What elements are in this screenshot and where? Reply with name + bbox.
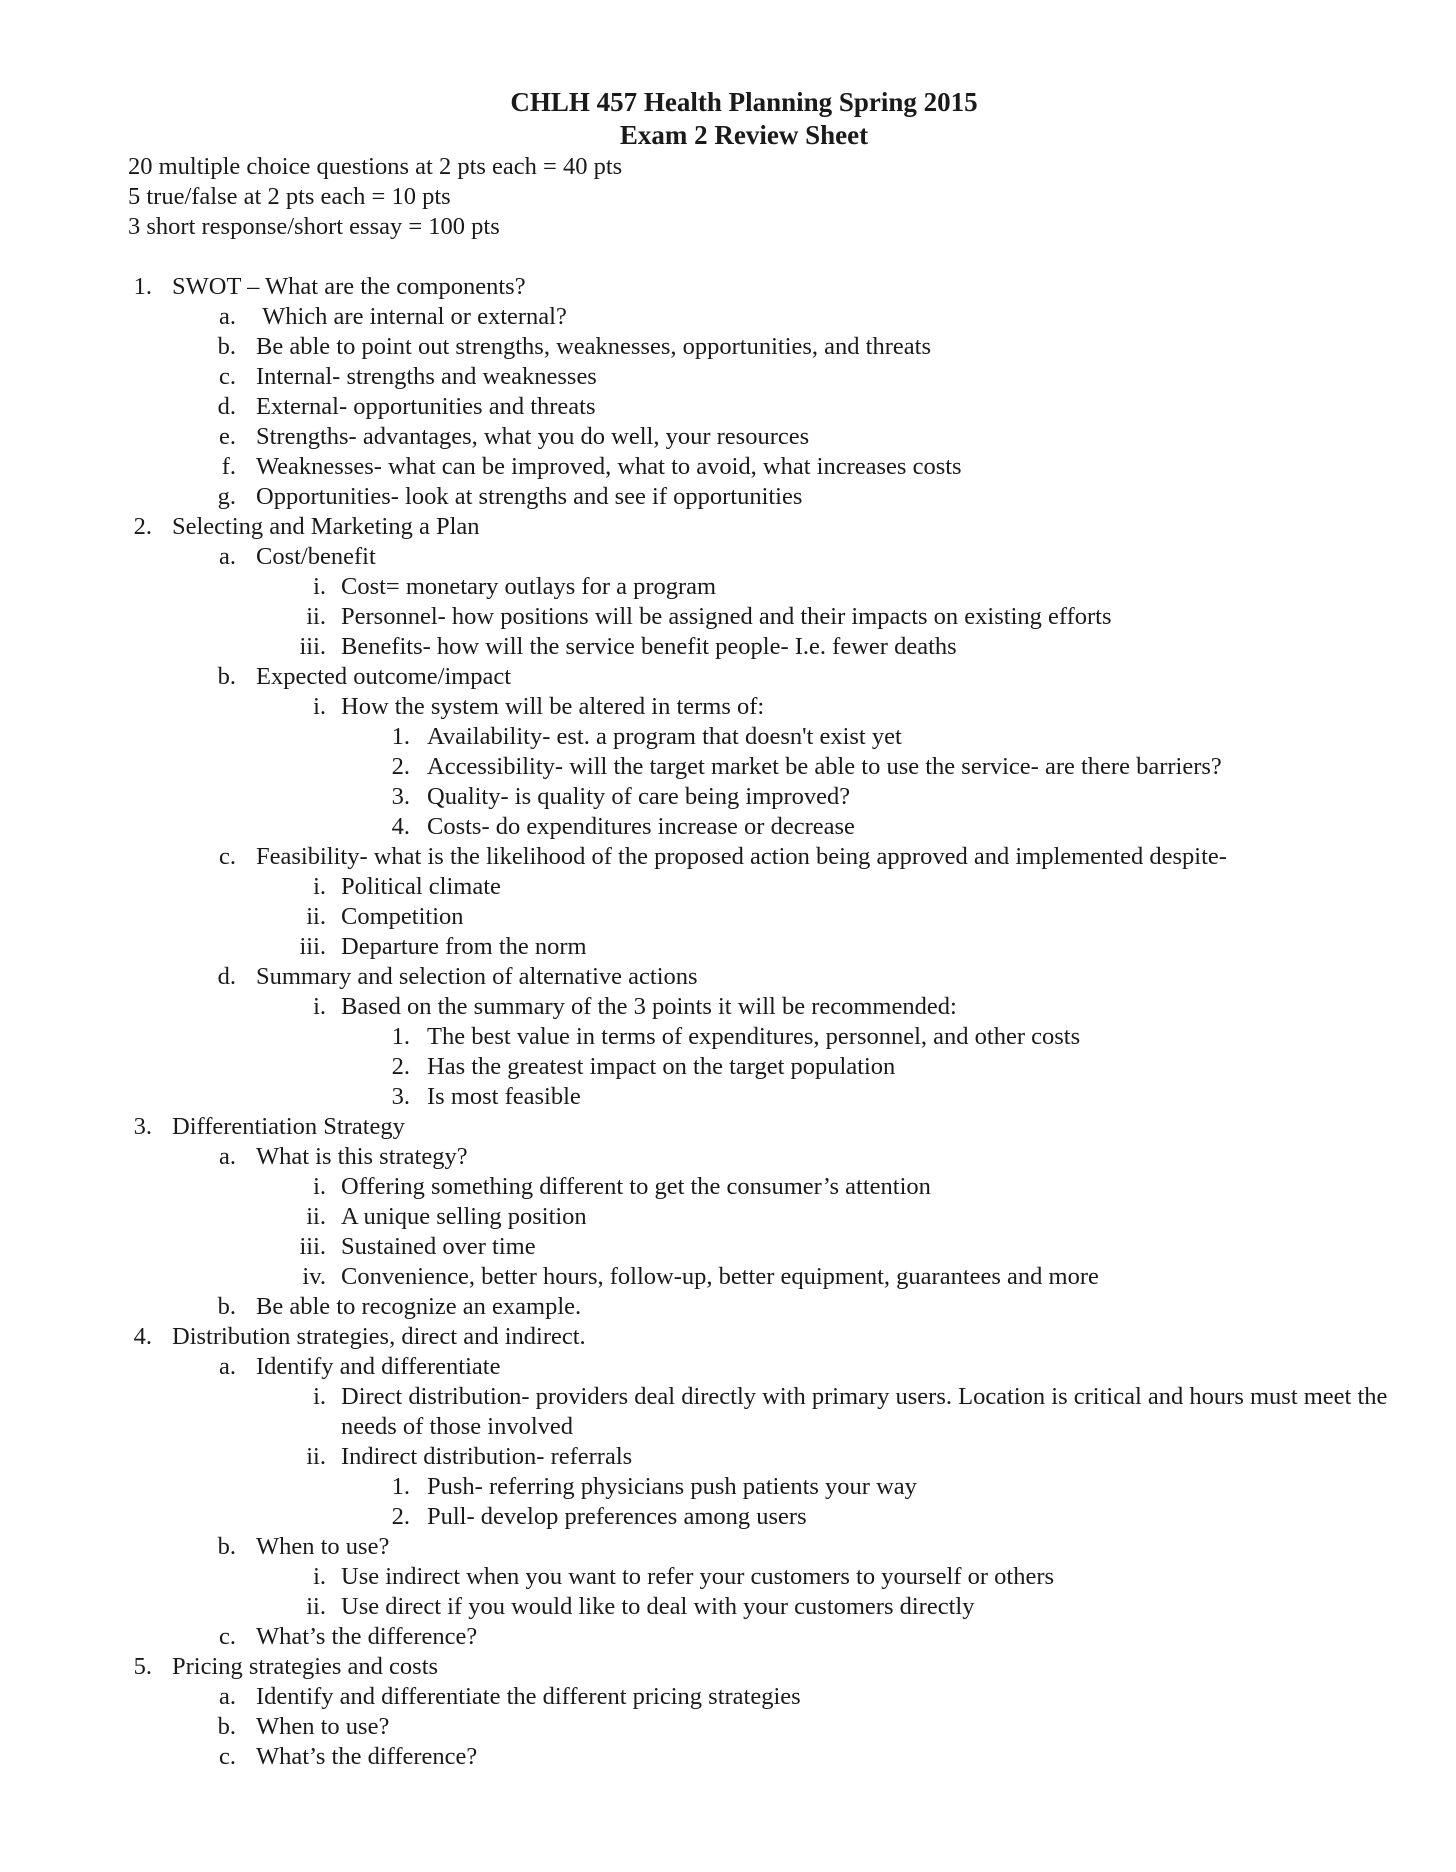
outline-item-level-2: [128, 1682, 1416, 1712]
outline-text: Expected outcome/impact: [256, 663, 512, 690]
outline-text: Identify and differentiate: [256, 1353, 501, 1380]
outline-item-level-2: [128, 1622, 1416, 1652]
outline-marker: 1.: [391, 1473, 410, 1500]
outline-text: What is this strategy?: [256, 1143, 468, 1170]
outline-marker: 3.: [391, 1083, 410, 1110]
outline-item-level-4: [128, 782, 1416, 812]
outline-item-level-2: [128, 1532, 1416, 1562]
outline-text: What’s the difference?: [256, 1623, 478, 1650]
outline-item-level-3: [128, 692, 1416, 722]
outline-marker: b.: [217, 663, 236, 690]
title-sheet: Exam 2 Review Sheet: [619, 120, 869, 150]
outline-text: Identify and differentiate the different pricing strategies: [256, 1683, 801, 1710]
outline-marker: ii.: [306, 1203, 326, 1230]
outline-item-level-3: [128, 1442, 1416, 1472]
outline-marker: i.: [313, 1383, 326, 1410]
outline-item-level-3: [128, 872, 1416, 902]
outline-text: Costs- do expenditures increase or decrease: [427, 813, 855, 840]
outline-marker: ii.: [306, 903, 326, 930]
outline-marker: ii.: [306, 1443, 326, 1470]
outline-text: Pull- develop preferences among users: [427, 1503, 807, 1530]
outline-marker: ii.: [306, 1593, 326, 1620]
outline-item-level-1: [128, 1652, 1416, 1682]
outline-item-level-2: [128, 542, 1416, 572]
outline-item-level-1: [128, 1322, 1416, 1352]
outline-marker: g.: [217, 483, 236, 510]
outline-marker: b.: [217, 333, 236, 360]
outline-marker: c.: [219, 843, 236, 870]
outline-item-level-4: [128, 1502, 1416, 1532]
outline-marker: b.: [217, 1713, 236, 1740]
outline-item-level-1: [128, 1112, 1416, 1142]
outline-text: Departure from the norm: [341, 933, 587, 960]
outline-item-level-3: [128, 932, 1416, 962]
outline-item-level-2: [128, 962, 1416, 992]
outline-item-level-2: [128, 422, 1416, 452]
outline-item-level-4: [128, 1052, 1416, 1082]
outline-text: External- opportunities and threats: [256, 393, 596, 420]
outline-text: Use direct if you would like to deal with your customers directly: [341, 1593, 975, 1620]
outline-text: Internal- strengths and weaknesses: [256, 363, 597, 390]
outline-text: Be able to recognize an example.: [256, 1293, 582, 1320]
outline-text: Convenience, better hours, follow-up, better equipment, guarantees and more: [341, 1263, 1099, 1290]
outline-marker: f.: [221, 453, 236, 480]
outline-marker: d.: [217, 393, 236, 420]
outline-item-level-2: [128, 1352, 1416, 1382]
outline-marker: i.: [313, 1563, 326, 1590]
outline-item-level-2: [128, 392, 1416, 422]
scoring-summary: [128, 152, 622, 242]
outline-text: Personnel- how positions will be assigned and their impacts on existing efforts: [341, 603, 1112, 630]
outline-marker: b.: [217, 1533, 236, 1560]
outline-marker: 2.: [391, 753, 410, 780]
outline-marker: a.: [219, 1683, 236, 1710]
outline-marker: i.: [313, 993, 326, 1020]
outline-text: Is most feasible: [427, 1083, 581, 1110]
outline-text: Strengths- advantages, what you do well, your resources: [256, 423, 810, 450]
outline-marker: 3.: [391, 783, 410, 810]
outline-text: SWOT – What are the components?: [172, 273, 526, 300]
outline-text: Be able to point out strengths, weaknesses, opportunities, and threats: [256, 333, 931, 360]
outline-marker: 4.: [391, 813, 410, 840]
outline-item-level-3: [128, 1172, 1416, 1202]
outline-item-level-2: [128, 1712, 1416, 1742]
outline-item-level-2: [128, 302, 1416, 332]
outline-text: The best value in terms of expenditures, personnel, and other costs: [427, 1023, 1081, 1050]
outline-item-level-3: [128, 1202, 1416, 1232]
outline-item-level-2: [128, 662, 1416, 692]
outline-marker: i.: [313, 873, 326, 900]
outline-marker: i.: [313, 573, 326, 600]
outline-text: Summary and selection of alternative actions: [256, 963, 698, 990]
outline-marker: 1.: [391, 1023, 410, 1050]
outline-marker: 2.: [133, 513, 152, 540]
outline-item-level-3: [128, 632, 1416, 662]
outline-text: Direct distribution- providers deal directly with primary users. Location is critical and hours must meet the needs of those involved: [341, 1383, 1394, 1440]
outline-text: Opportunities- look at strengths and see if opportunities: [256, 483, 803, 510]
outline-marker: c.: [219, 1743, 236, 1770]
outline-marker: iii.: [299, 1233, 326, 1260]
outline-marker: ii.: [306, 603, 326, 630]
outline-marker: 5.: [133, 1653, 152, 1680]
outline-text: Pricing strategies and costs: [172, 1653, 439, 1680]
outline-text: When to use?: [256, 1533, 390, 1560]
outline-item-level-2: [128, 452, 1416, 482]
outline-item-level-4: [128, 752, 1416, 782]
outline-text: Weaknesses- what can be improved, what to avoid, what increases costs: [256, 453, 962, 480]
outline-text: How the system will be altered in terms of:: [341, 693, 765, 720]
outline-marker: 1.: [391, 723, 410, 750]
outline-text: Sustained over time: [341, 1233, 536, 1260]
outline-marker: c.: [219, 1623, 236, 1650]
outline-text: Quality- is quality of care being improved?: [427, 783, 851, 810]
outline-item-level-1: [128, 272, 1416, 302]
outline-item-level-3: [128, 902, 1416, 932]
outline-item-level-3: [128, 1382, 1416, 1442]
outline-item-level-3: [128, 1232, 1416, 1262]
outline-marker: b.: [217, 1293, 236, 1320]
outline-text: A unique selling position: [341, 1203, 587, 1230]
outline-item-level-4: [128, 1022, 1416, 1052]
outline-item-level-4: [128, 722, 1416, 752]
outline-item-level-1: [128, 512, 1416, 542]
outline-text: Offering something different to get the consumer’s attention: [341, 1173, 931, 1200]
outline-text: Use indirect when you want to refer your customers to yourself or others: [341, 1563, 1055, 1590]
outline-marker: 4.: [133, 1323, 152, 1350]
outline-text: Accessibility- will the target market be able to use the service- are there barriers?: [427, 753, 1222, 780]
outline-marker: a.: [219, 543, 236, 570]
outline-marker: a.: [219, 303, 236, 330]
outline-item-level-2: [128, 332, 1416, 362]
outline-text: Distribution strategies, direct and indirect.: [172, 1323, 586, 1350]
outline-text: Feasibility- what is the likelihood of the proposed action being approved and implemented despite-: [256, 843, 1227, 870]
outline-item-level-2: [128, 482, 1416, 512]
outline-marker: d.: [217, 963, 236, 990]
outline-text: When to use?: [256, 1713, 390, 1740]
scoring-line: 20 multiple choice questions at 2 pts each = 40 pts: [128, 153, 623, 180]
outline-item-level-2: [128, 842, 1416, 872]
outline-marker: i.: [313, 693, 326, 720]
outline-text: Based on the summary of the 3 points it will be recommended:: [341, 993, 957, 1020]
scoring-line: 3 short response/short essay = 100 pts: [128, 213, 500, 240]
outline-marker: a.: [219, 1353, 236, 1380]
outline-text: Political climate: [341, 873, 501, 900]
outline-item-level-2: [128, 362, 1416, 392]
title-course: CHLH 457 Health Planning Spring 2015: [510, 87, 978, 117]
outline-marker: i.: [313, 1173, 326, 1200]
outline-item-level-4: [128, 1082, 1416, 1112]
outline-text: Cost/benefit: [256, 543, 376, 570]
outline-text: Which are internal or external?: [256, 303, 567, 330]
outline-item-level-3: [128, 572, 1416, 602]
outline-item-level-2: [128, 1742, 1416, 1772]
outline-item-level-3: [128, 1262, 1416, 1292]
outline-marker: a.: [219, 1143, 236, 1170]
outline-marker: iii.: [299, 633, 326, 660]
outline-text: Has the greatest impact on the target population: [427, 1053, 896, 1080]
outline-marker: iv.: [302, 1263, 326, 1290]
outline-item-level-4: [128, 812, 1416, 842]
outline-text: Differentiation Strategy: [172, 1113, 405, 1140]
outline-item-level-3: [128, 602, 1416, 632]
outline-text: Availability- est. a program that doesn't exist yet: [427, 723, 902, 750]
outline-item-level-2: [128, 1292, 1416, 1322]
outline-marker: c.: [219, 363, 236, 390]
outline-item-level-3: [128, 992, 1416, 1022]
outline-text: What’s the difference?: [256, 1743, 478, 1770]
outline-text: Benefits- how will the service benefit people- I.e. fewer deaths: [341, 633, 957, 660]
outline-text: Selecting and Marketing a Plan: [172, 513, 480, 540]
outline-item-level-4: [128, 1472, 1416, 1502]
outline-item-level-3: [128, 1562, 1416, 1592]
outline-text: Push- referring physicians push patients your way: [427, 1473, 917, 1500]
review-outline: [128, 272, 1416, 1772]
outline-text: Cost= monetary outlays for a program: [341, 573, 717, 600]
outline-marker: 2.: [391, 1503, 410, 1530]
outline-marker: 2.: [391, 1053, 410, 1080]
outline-marker: e.: [219, 423, 236, 450]
outline-marker: iii.: [299, 933, 326, 960]
outline-marker: 3.: [133, 1113, 152, 1140]
outline-marker: 1.: [133, 273, 152, 300]
scoring-line: 5 true/false at 2 pts each = 10 pts: [128, 183, 451, 210]
outline-text: Indirect distribution- referrals: [341, 1443, 633, 1470]
page-title: [0, 86, 1456, 152]
outline-item-level-3: [128, 1592, 1416, 1622]
outline-item-level-2: [128, 1142, 1416, 1172]
outline-text: Competition: [341, 903, 464, 930]
